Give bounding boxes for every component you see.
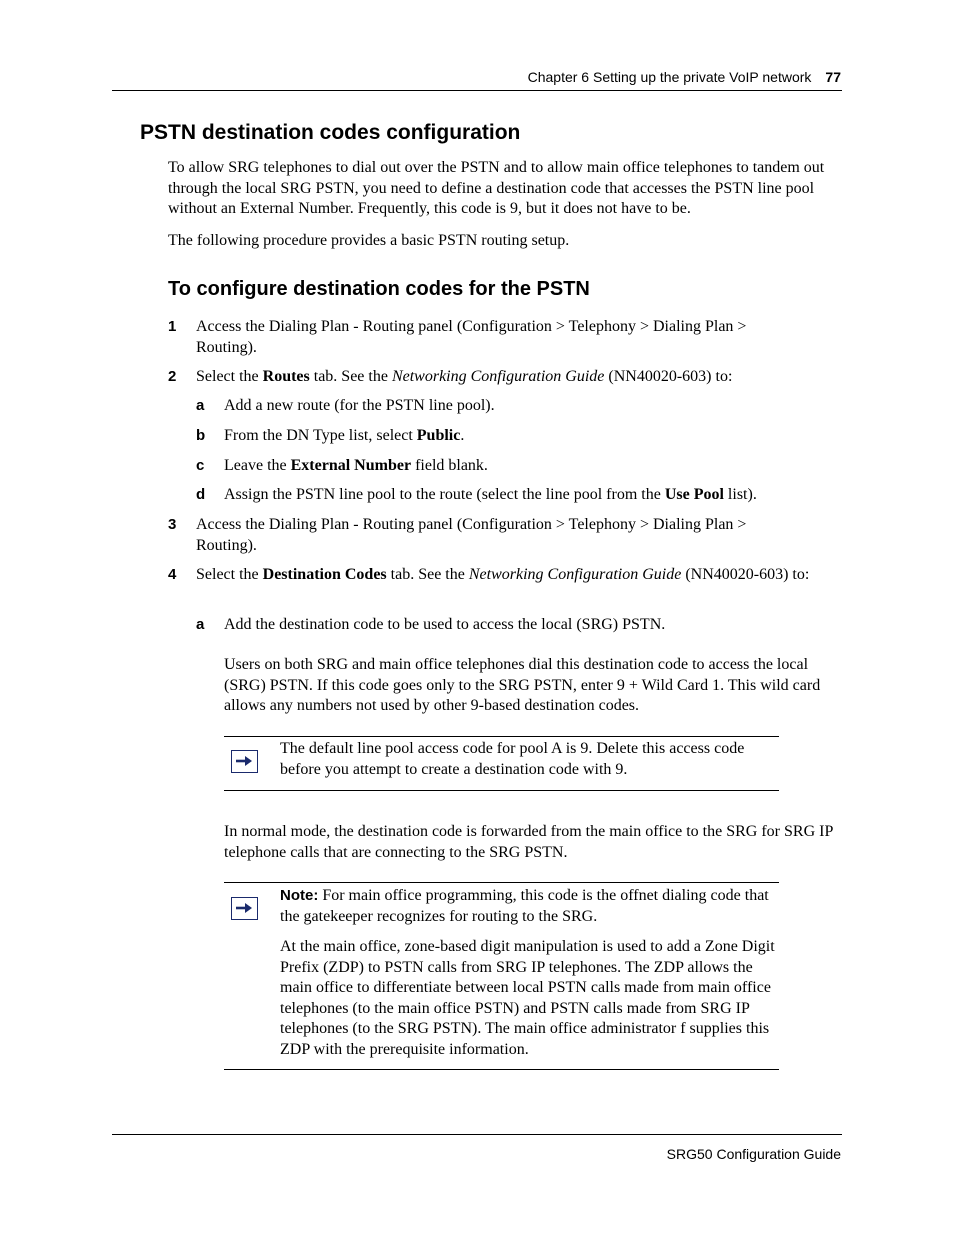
substep-letter: d — [196, 486, 206, 503]
step-number: 4 — [168, 566, 177, 583]
guide-reference: Networking Configuration Guide — [468, 566, 682, 583]
guide-reference: Networking Configuration Guide — [391, 368, 605, 385]
note-1-text: The default line pool access code for pool A is 9. Delete this access code before you attempt to create a destination code with 9. — [280, 740, 745, 778]
substep-letter: c — [196, 457, 205, 474]
chapter-title: Chapter 6 Setting up the private VoIP network — [527, 69, 812, 85]
intro-paragraph-1: To allow SRG telephones to dial out over the PSTN and to allow main office telephones to tandem out through the local SRG PSTN, you need to define a destination code that accesses the PSTN line pool without an External Number. Frequently, this code is 9, but it does not have to be. — [168, 159, 825, 217]
normal-mode-paragraph: In normal mode, the destination code is forwarded from the main office to the SRG for SRG IP telephone calls that are connecting to the SRG PSTN. — [224, 823, 833, 861]
footer-guide-title: SRG50 Configuration Guide — [666, 1146, 841, 1162]
section-title: PSTN destination codes configuration — [140, 121, 521, 144]
note-bottom-rule — [224, 790, 779, 791]
arrow-right-icon — [231, 750, 258, 773]
step-1-text: Access the Dialing Plan - Routing panel (Configuration > Telephony > Dialing Plan > Routing). — [196, 318, 747, 356]
note-2-detail: At the main office, zone-based digit manipulation is used to add a Zone Digit Prefix (ZDP) to PSTN calls from SRG IP telephones. The ZDP allows the main office to differentiate between local PSTN calls made from main office telephones (to the main office PSTN) and PSTN calls made from SRG IP telephones (to the SRG PSTN). The main office administrator f supplies this ZDP with the prerequisite information. — [280, 938, 775, 1058]
destination-codes-tab-label: Destination Codes — [262, 566, 387, 583]
note-label: Note: — [280, 887, 319, 904]
routes-tab-label: Routes — [262, 368, 310, 385]
procedure-title: To configure destination codes for the PSTN — [168, 278, 590, 300]
footer-rule — [112, 1134, 842, 1135]
step-number: 3 — [168, 516, 177, 533]
substep-letter: b — [196, 427, 206, 444]
step-2a-text: Add a new route (for the PSTN line pool). — [224, 397, 495, 414]
step-number: 2 — [168, 368, 177, 385]
step-number: 1 — [168, 318, 177, 335]
running-header — [528, 68, 841, 86]
arrow-right-icon — [231, 897, 258, 920]
step-4-text: Select the Destination Codes tab. See the Networking Configuration Guide (NN40020-603) to: — [196, 566, 810, 583]
note-top-rule — [224, 882, 779, 883]
users-paragraph: Users on both SRG and main office telephones dial this destination code to access the local (SRG) PSTN. If this code goes only to the SRG PSTN, enter 9 + Wild Card 1. This wild card allows any numbers not used by other 9-based destination codes. — [224, 656, 821, 714]
note-bottom-rule — [224, 1069, 779, 1070]
intro-paragraph-2: The following procedure provides a basic PSTN routing setup. — [168, 232, 570, 249]
header-rule — [112, 90, 842, 91]
substep-letter: a — [196, 397, 205, 414]
step-2d-text: Assign the PSTN line pool to the route (select the line pool from the Use Pool list). — [224, 486, 757, 503]
step-4a-text: Add the destination code to be used to access the local (SRG) PSTN. — [224, 616, 666, 633]
page-number: 77 — [825, 69, 841, 85]
step-2-text: Select the Routes tab. See the Networking Configuration Guide (NN40020-603) to: — [196, 368, 733, 385]
note-top-rule — [224, 736, 779, 737]
step-2c-text: Leave the External Number field blank. — [224, 457, 488, 474]
note-2-text: Note: For main office programming, this code is the offnet dialing code that the gatekeeper recognizes for routing to the SRG. — [280, 887, 769, 925]
step-3-text: Access the Dialing Plan - Routing panel (Configuration > Telephony > Dialing Plan > Routing). — [196, 516, 747, 554]
substep-letter: a — [196, 616, 205, 633]
step-2b-text: From the DN Type list, select Public. — [224, 427, 465, 444]
